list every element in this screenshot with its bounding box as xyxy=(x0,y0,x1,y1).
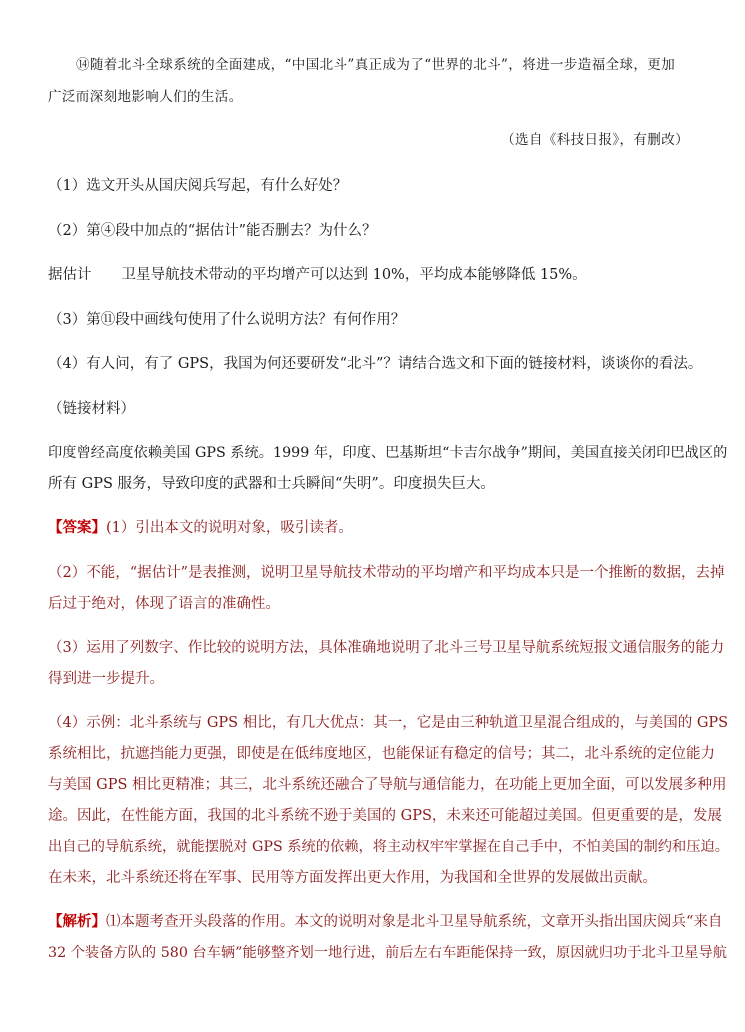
answer-2-line1: （2）不能，“据估计”是表推测，说明卫星导航技术带动的平均增产和平均成本只是一个推断的数据，去掉 xyxy=(48,565,725,581)
answer-4-line2: 系统相比，抗遮挡能力更强，即使是在低纬度地区，也能保证有稳定的信号；其二，北斗系统的定位能力 xyxy=(48,746,715,762)
answer-1-text: (1）引出本文的说明对象，吸引读者。 xyxy=(106,520,353,536)
answer-4-line6: 在未来，北斗系统还将在军事、民用等方面发挥出更大作用，为我国和全世界的发展做出贡献。 xyxy=(48,870,657,886)
question-4: （4）有人问，有了 GPS，我国为何还要研发“北斗”？请结合选文和下面的链接材料，谈谈你的看法。 xyxy=(48,356,703,372)
answer-4-line4: 途。因此，在性能方面，我国的北斗系统不逊于美国的 GPS，未来还可能超过美国。但更重要的是，发展 xyxy=(48,808,722,824)
answer-3-line1: （3）运用了列数字、作比较的说明方法，具体准确地说明了北斗三号卫星导航系统短报文通信服务的能力 xyxy=(48,640,725,656)
question-2-quote xyxy=(48,265,587,285)
answer-4-line3: 与美国 GPS 相比更精准；其三，北斗系统还融合了导航与通信能力，在功能上更加全面，可以发展多种用 xyxy=(48,777,727,793)
passage-p14-line1: ⑭随着北斗全球系统的全面建成，“中国北斗”真正成为了“世界的北斗”，将进一步造福全球，更加 xyxy=(76,57,676,73)
question-2-sentence: 卫星导航技术带动的平均增产可以达到 10%，平均成本能够降低 15%。 xyxy=(121,267,587,283)
answer-1 xyxy=(48,518,353,538)
answer-3-line2: 得到进一步提升。 xyxy=(48,671,164,687)
analysis-line1-text: ⑴本题考查开头段落的作用。本文的说明对象是北斗卫星导航系统，文章开头指出国庆阅兵“来自 xyxy=(106,914,723,930)
answer-2-line2: 后过于绝对，体现了语言的准确性。 xyxy=(48,596,280,612)
passage-source: （选自《科技日报》，有删改） xyxy=(501,132,689,148)
answer-tag: 【答案】 xyxy=(48,519,106,536)
question-2: （2）第④段中加点的“据估计”能否删去？为什么？ xyxy=(48,223,377,239)
link-material-line2: 所有 GPS 服务，导致印度的武器和士兵瞬间“失明”。印度损失巨大。 xyxy=(48,476,495,492)
analysis-line2: 32 个装备方队的 580 台车辆”能够整齐划一地行进，前后左右车距能保持一致，原因就归功于北斗卫星导航 xyxy=(48,945,727,961)
analysis-tag: 【解析】 xyxy=(48,913,106,930)
answer-4-line1: （4）示例：北斗系统与 GPS 相比，有几大优点：其一，它是由三种轨道卫星混合组成的，与美国的 GPS xyxy=(48,715,729,731)
question-3: （3）第⑪段中画线句使用了什么说明方法？有何作用？ xyxy=(48,312,406,328)
link-material-line1: 印度曾经高度依赖美国 GPS 系统。1999 年，印度、巴基斯坦“卡吉尔战争”期间，美国直接关闭印巴战区的 xyxy=(48,445,728,461)
question-1: （1）选文开头从国庆阅兵写起，有什么好处？ xyxy=(48,178,348,194)
question-2-word: 据估计 xyxy=(48,267,92,283)
answer-4-line5: 出自己的导航系统，就能摆脱对 GPS 系统的依赖，将主动权牢牢掌握在自己手中，不怕美国的制约和压迫。 xyxy=(48,839,730,855)
link-material-heading: （链接材料） xyxy=(48,401,135,417)
analysis-line1 xyxy=(48,912,722,932)
passage-p14-line2: 广泛而深刻地影响人们的生活。 xyxy=(48,89,243,105)
